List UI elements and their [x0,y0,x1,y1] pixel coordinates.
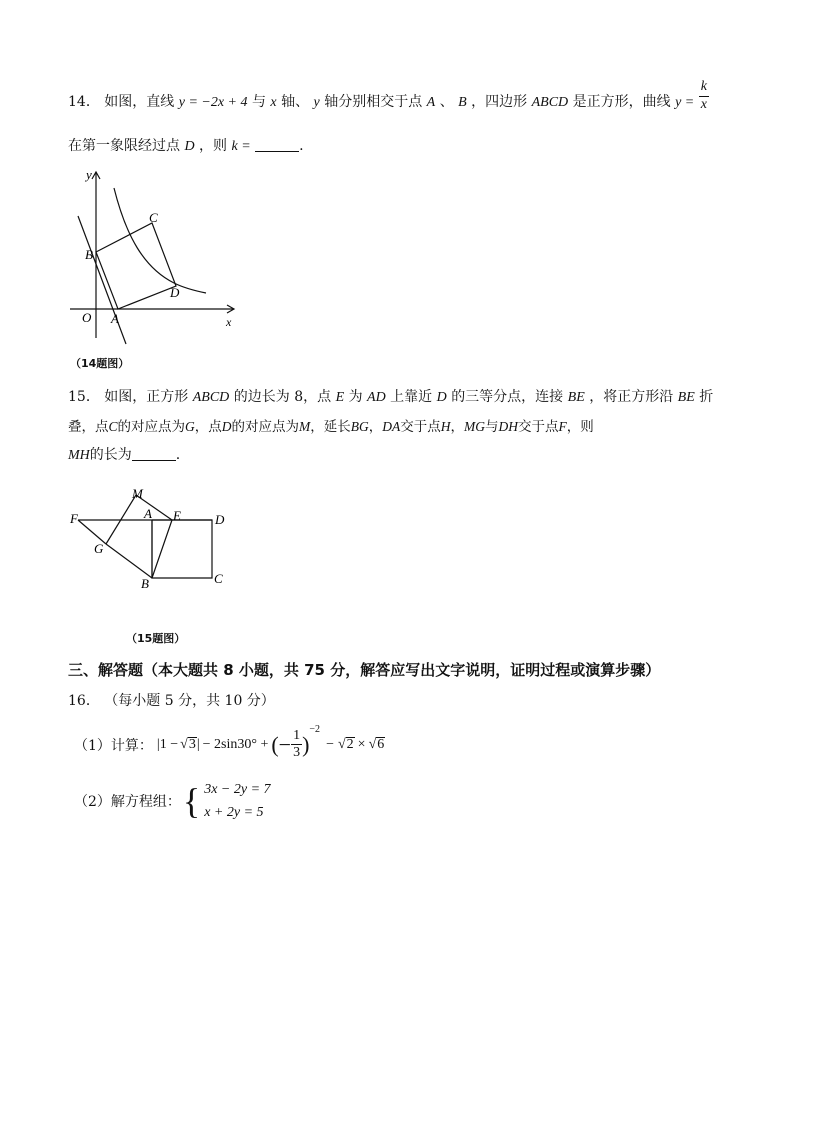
q16-fraction [291,728,302,761]
q16-sqrt-6: 6 [377,736,385,752]
q15-var: D [436,390,447,405]
q15-var: C [108,419,118,434]
q16-part1-label: （1）计算： [74,737,153,754]
q16-equation-system [204,778,270,824]
label-f: F [70,511,78,526]
q14-text: 轴、 [281,94,310,110]
q14-var: x [270,95,277,110]
q14-frac-num: k [700,79,707,95]
q15-var: AD [367,390,386,405]
q15-text: 交于点 [400,419,441,435]
q16-equation-1: 3x − 2y = 7 [204,782,271,797]
q16-exponent: −2 [309,724,321,735]
q16-times: × [357,736,366,752]
q15-var: ABCD [192,390,230,405]
q16-abs-open: |1 − [156,736,179,752]
sqrt-icon: √ [180,736,188,752]
label-d: D [215,512,225,527]
q15-var: H [440,419,451,434]
q14-curve-fraction [699,79,709,112]
q14-var: D [184,139,195,154]
q15-text: 与 [485,419,499,435]
q15-text: 叠，点 [68,419,109,435]
q15-text: ，将正方形沿 [589,389,674,405]
q14-text: . [299,138,304,154]
q15-line2 [68,415,594,435]
label-b: B [85,247,93,262]
label-b: B [141,576,149,591]
q14-text: 如图，直线 [104,94,175,110]
q16-frac-den: 3 [293,745,301,761]
q15-text: 的三等分点，连接 [451,389,564,405]
q14-text: 与 [251,94,266,110]
q14-text: ，四边形 [471,94,528,110]
q16-number: 16． [68,693,100,709]
q15-answer-blank[interactable] [132,446,176,461]
q15-var: MH [68,448,90,463]
q15-text: ， [368,419,383,435]
q15-text: 的对应点为 [231,419,300,435]
q14-number: 14． [68,94,100,110]
q16-frac-num: 1 [293,728,301,743]
q14-caption: （14题图） [70,357,130,370]
q14-text: 是正方形，曲线 [572,94,671,110]
q14-curve-lhs: y = [675,95,695,110]
label-y: y [86,167,92,182]
hyperbola-curve [114,188,206,293]
q14-text: 在第一象限经过点 [68,138,180,154]
q16-points: （每小题 5 分，共 10 分） [104,693,275,709]
label-a: A [111,311,119,326]
q16-mid-expr: − 2sin30° + [202,736,269,752]
label-c: C [149,210,158,225]
q14-var: A [426,95,436,110]
q15-text: . [175,447,181,463]
q15-text: 的边长为 8，点 [233,389,332,405]
label-o: O [82,310,92,325]
q15-number: 15． [68,389,100,405]
q14-frac-den: x [700,96,707,112]
q15-line1 [68,386,713,406]
q16-equation-2: x + 2y = 5 [204,805,264,821]
q16-part1 [74,724,385,761]
label-x: x [226,315,232,329]
q15-var: F [558,419,567,434]
left-brace-icon: { [182,781,201,822]
q16-paren-close: ) [302,731,310,757]
square-abcd [152,520,212,578]
q15-text: ， [450,419,465,435]
q15-var: DH [498,419,519,434]
q16-header [68,690,275,710]
q14-text: 、 [439,94,454,110]
q16-sqrt-2: 2 [346,736,354,752]
q15-var: DA [382,419,401,434]
label-a: A [144,506,152,521]
q15-var: BG [350,419,369,434]
q16-minus: − [326,736,334,752]
q15-text: 为 [348,389,363,405]
q16-sqrt-3: 3 [188,736,196,752]
label-g: G [94,541,104,556]
q15-line3 [68,444,180,464]
q16-part2-label: （2）解方程组： [74,794,181,811]
line-be [152,520,172,578]
q15-text: ，延长 [310,419,351,435]
q15-text: 的长为 [89,447,132,463]
q15-text: ，则 [566,419,594,435]
q15-var: BE [677,390,695,405]
label-d: D [170,285,180,300]
q15-var: E [335,390,345,405]
q14-figure [66,166,242,356]
q14-line2 [68,135,304,155]
q15-text: 折 [699,389,714,405]
sqrt-icon: √ [368,736,377,752]
q15-var: D [221,419,232,434]
q14-line-equation: y = −2x + 4 [178,95,248,110]
line-gb [106,544,152,578]
q15-var: MG [464,419,486,434]
q14-var: ABCD [531,95,569,110]
q14-var: B [458,95,467,110]
q14-var: y [313,95,320,110]
q15-text: ，点 [194,419,222,435]
q15-text: 的对应点为 [117,419,186,435]
q14-text: 轴分别相交于点 [324,94,423,110]
q15-var: M [299,419,311,434]
q16-paren-open: (− [271,731,292,757]
q15-text: 如图，正方形 [104,389,189,405]
q14-answer-blank[interactable] [255,137,299,152]
label-m: M [132,486,143,501]
section-heading: 三、解答题（本大题共 8 小题，共 75 分，解答应写出文字说明，证明过程或演算步骤） [68,661,661,679]
q15-var: BE [567,390,585,405]
q14-line1 [68,79,709,113]
q14-var: k = [231,139,251,154]
q15-caption: （15题图） [126,632,186,645]
q14-text: ，则 [199,138,228,154]
q15-figure [66,482,236,602]
label-c: C [214,571,223,586]
label-e: E [173,508,181,523]
q16-part2 [74,778,271,824]
q15-var: G [185,419,195,434]
q15-text: 上靠近 [390,389,433,405]
sqrt-icon: √ [337,736,346,752]
q15-text: 交于点 [518,419,559,435]
q16-abs-close: | [196,736,200,752]
